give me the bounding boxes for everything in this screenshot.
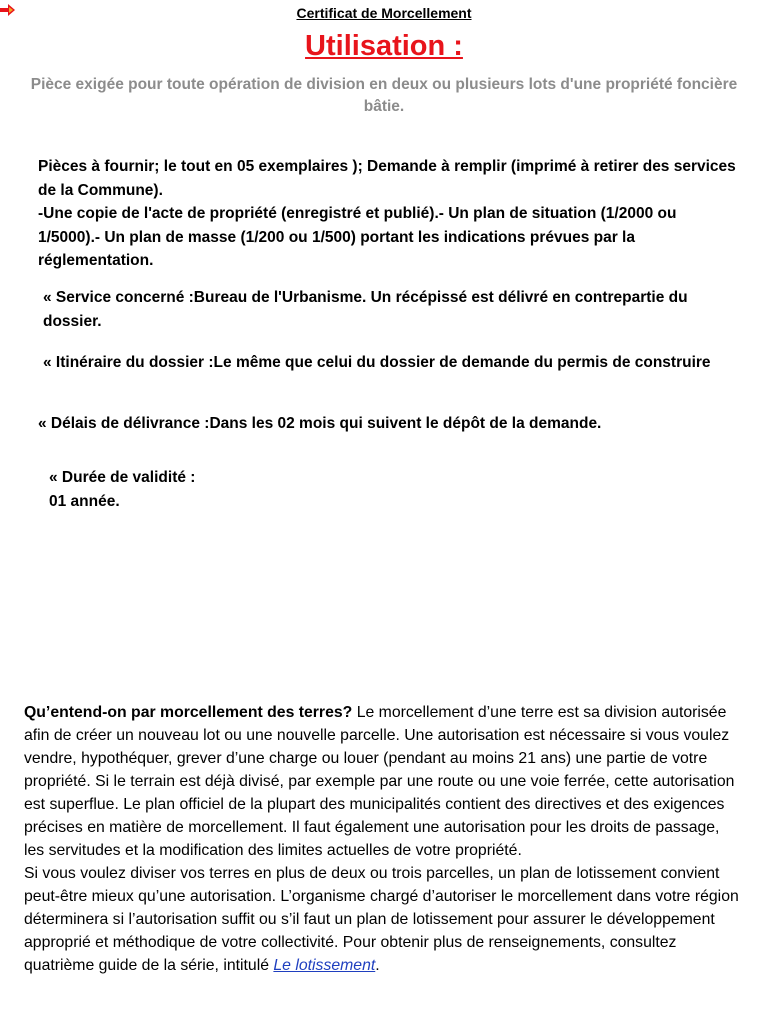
lotissement-link[interactable]: Le lotissement <box>273 957 376 974</box>
page-subtitle: Pièce exigée pour toute opération de division en deux ou plusieurs lots d'une propriété foncière bâtie. <box>30 76 738 115</box>
service-concerne: « Service concerné :Bureau de l'Urbanisme. Un récépissé est délivré en contrepartie du dossier. <box>43 289 688 330</box>
pieces-line-1: Pièces à fournir; le tout en 05 exemplaires ); Demande à remplir (imprimé à retirer des services de la Commune). <box>38 158 736 199</box>
itineraire-dossier: « Itinéraire du dossier :Le même que celui du dossier de demande du permis de construire <box>43 354 711 371</box>
explanation-question: Qu’entend-on par morcellement des terres? <box>24 704 353 721</box>
explanation-body: Le morcellement d’une terre est sa division autorisée afin de créer un nouveau lot ou une nouvelle parcelle. Une autorisation est nécessaire si vous voulez vendre, hypothéquer, grever d’une charge ou louer (pendant au moins 21 ans) une partie de votre propriété. Si le terrain est déjà divisé, par exemple par une route ou une voie ferrée, cette autorisation est superflue. Le plan officiel de la plupart des municipalités contient des directives et des exigences précises en matière de morcellement. Il faut également une autorisation pour les droits de passage, les servitudes et la modification des limites actuelles de votre propriété. <box>24 704 735 859</box>
pieces-a-fournir <box>38 155 738 273</box>
validite-value: 01 année. <box>49 492 120 510</box>
document-title-text: Certificat de Morcellement <box>296 5 472 21</box>
explanation-ending: . <box>375 957 380 974</box>
validite-label: « Durée de validité : <box>49 469 196 486</box>
pieces-line-2: -Une copie de l'acte de propriété (enregistré et publié).- Un plan de situation (1/2000 ou 1/5000).- Un plan de masse (1/200 ou 1/500) portant les indications prévues par la réglementation. <box>38 205 677 269</box>
explanation-body-2: Si vous voulez diviser vos terres en plus de deux ou trois parcelles, un plan de lotissement convient peut-être mieux qu’une autorisation. L’organisme chargé d’autoriser le morcellement dans votre région déterminera si l’autorisation suffit ou s’il faut un plan de lotissement pour assurer le développement approprié et méthodique de votre collectivité. Pour obtenir plus de renseignements, consultez quatrième guide de la série, intitulé <box>24 865 739 974</box>
delais-delivrance: « Délais de délivrance :Dans les 02 mois qui suivent le dépôt de la demande. <box>38 415 602 432</box>
duree-validite <box>49 466 449 513</box>
document-title <box>0 5 768 21</box>
page-heading: Utilisation : <box>305 30 463 62</box>
explanation-paragraph <box>24 701 742 977</box>
